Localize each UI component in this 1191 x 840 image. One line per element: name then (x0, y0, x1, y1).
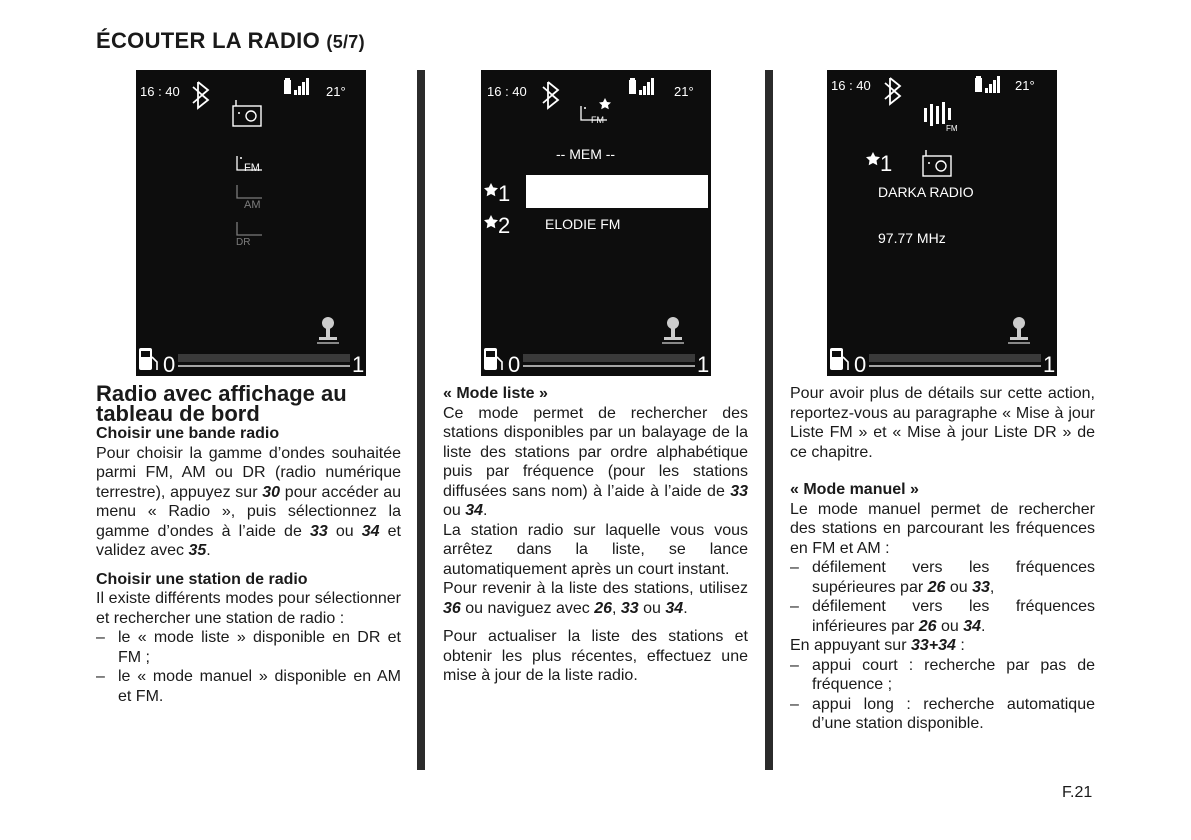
list-item: – appui court : recherche par pas de fréquence ; (790, 656, 1095, 693)
station-frequency: 97.77 MHz (878, 230, 946, 246)
bluetooth-icon (543, 82, 558, 108)
fm-favorites-icon (578, 98, 611, 126)
clock-text: 16 : 40 (140, 84, 180, 99)
band-label: FM (946, 124, 958, 133)
paragraph: Pour revenir à la liste des stations, utilisez 36 ou naviguez avec 26, 33 ou 34. (443, 580, 748, 617)
preset-selected-highlight (526, 175, 708, 208)
list-item: – défilement vers les fréquences supérieures par 26 ou 33, (790, 559, 1095, 596)
fuel-pump-icon (830, 348, 848, 370)
section-heading: « Mode liste » (443, 385, 548, 402)
gear-lever-icon (1008, 317, 1030, 344)
band-am: AM (244, 199, 261, 211)
fuel-gauge-max: 1 (697, 352, 710, 376)
subheading-band: Choisir une bande radio (96, 425, 280, 442)
temperature-text: 21° (326, 84, 346, 99)
fuel-pump-icon (484, 348, 502, 370)
radio-icon (923, 150, 951, 176)
list-item: – le « mode manuel » disponible en AM et FM. (96, 668, 401, 705)
list-item: – le « mode liste » disponible en DR et FM ; (96, 629, 401, 666)
fuel-gauge-min: 0 (854, 352, 867, 376)
page-title (96, 28, 365, 54)
fuel-gauge-min: 0 (163, 352, 176, 376)
signal-battery-icon (975, 76, 1000, 93)
band-fm: FM (244, 162, 260, 174)
column-2 (443, 384, 748, 686)
am-band-icon (237, 185, 262, 211)
preset-number: 1 (880, 151, 893, 176)
paragraph: En appuyant sur 33+34 : (790, 637, 965, 654)
dashboard-screen-band-select (136, 70, 366, 376)
star-icon (484, 215, 498, 228)
subheading-station: Choisir une station de radio (96, 570, 308, 588)
column-3 (790, 384, 1095, 734)
preset-number: 2 (498, 213, 511, 238)
list-item: – appui long : recherche automatique d’une station disponible. (790, 695, 1095, 732)
paragraph-station: Il existe différents modes pour sélectionner et rechercher une station de radio : (96, 590, 401, 627)
column-divider-1 (417, 70, 425, 770)
fuel-gauge-bar (869, 354, 1041, 366)
gear-lever-icon (317, 317, 339, 344)
temperature-text: 21° (1015, 78, 1035, 93)
paragraph: Pour actualiser la liste des stations et obtenir les plus récentes, effectuez une mise à jour de la liste radio. (443, 628, 748, 684)
preset-name: ELODIE FM (545, 216, 621, 232)
fm-band-icon (237, 156, 262, 174)
page-number: F.21 (1062, 784, 1093, 801)
fuel-gauge-bar (178, 354, 350, 366)
signal-battery-icon (284, 78, 309, 95)
preset-row-2[interactable] (484, 213, 620, 238)
station-name: DARKA RADIO (878, 184, 974, 200)
list-item: – défilement vers les fréquences inférieures par 26 ou 34. (790, 598, 1095, 635)
preset-row-1[interactable] (484, 175, 708, 208)
paragraph: La station radio sur laquelle vous vous arrêtez dans la liste, se lance automatiquement après un court instant. (443, 521, 748, 578)
section-heading: Radio avec affichage au tableau de bord (96, 381, 347, 426)
gear-lever-icon (662, 317, 684, 344)
dr-band-icon (236, 222, 262, 248)
bluetooth-icon (885, 78, 900, 104)
fuel-gauge-min: 0 (508, 352, 521, 376)
title-part: (5/7) (326, 32, 365, 52)
paragraph: Le mode manuel permet de rechercher des stations en parcourant les fréquences en FM et AM : (790, 500, 1095, 557)
section-heading: « Mode manuel » (790, 481, 919, 498)
column-1 (96, 381, 402, 706)
star-icon (866, 152, 880, 165)
preset-number: 1 (498, 181, 511, 206)
fuel-gauge-max: 1 (352, 352, 365, 376)
temperature-text: 21° (674, 84, 694, 99)
radio-icon (233, 100, 261, 126)
fuel-gauge-bar (523, 354, 695, 366)
clock-text: 16 : 40 (831, 78, 871, 93)
title-text: ÉCOUTER LA RADIO (96, 28, 320, 53)
dashboard-screen-manual-mode (827, 70, 1057, 376)
band-dr: DR (236, 237, 251, 248)
star-icon (484, 183, 498, 196)
fuel-gauge-max: 1 (1043, 352, 1056, 376)
column-divider-2 (765, 70, 773, 770)
paragraph: Pour avoir plus de détails sur cette action, reportez-vous au paragraphe « Mise à jour Liste FM » et « Mise à jour Liste DR » de ce chapitre. (790, 385, 1095, 461)
signal-battery-icon (629, 78, 654, 95)
band-label: FM (591, 115, 604, 125)
bluetooth-icon (193, 82, 208, 108)
mem-label: -- MEM -- (556, 146, 616, 162)
fm-manual-tuning-icon (920, 100, 960, 133)
paragraph: Ce mode permet de rechercher des stations disponibles par un balayage de la liste des stations par ordre alphabétique puis par fréquence (pour les stations diffusées sans nom) à l’aide à l’aide de 33 ou 34. (443, 404, 748, 519)
clock-text: 16 : 40 (487, 84, 527, 99)
fuel-pump-icon (139, 348, 157, 370)
paragraph-band: Pour choisir la gamme d’ondes souhaitée parmi FM, AM ou DR (radio numérique terrestre), appuyez sur 30 pour accéder au menu « Radio », puis sélectionnez la gamme d’ondes à l’aide de 33 ou 34 et validez avec 35. (96, 444, 402, 559)
dashboard-screen-list-mode (481, 70, 711, 376)
